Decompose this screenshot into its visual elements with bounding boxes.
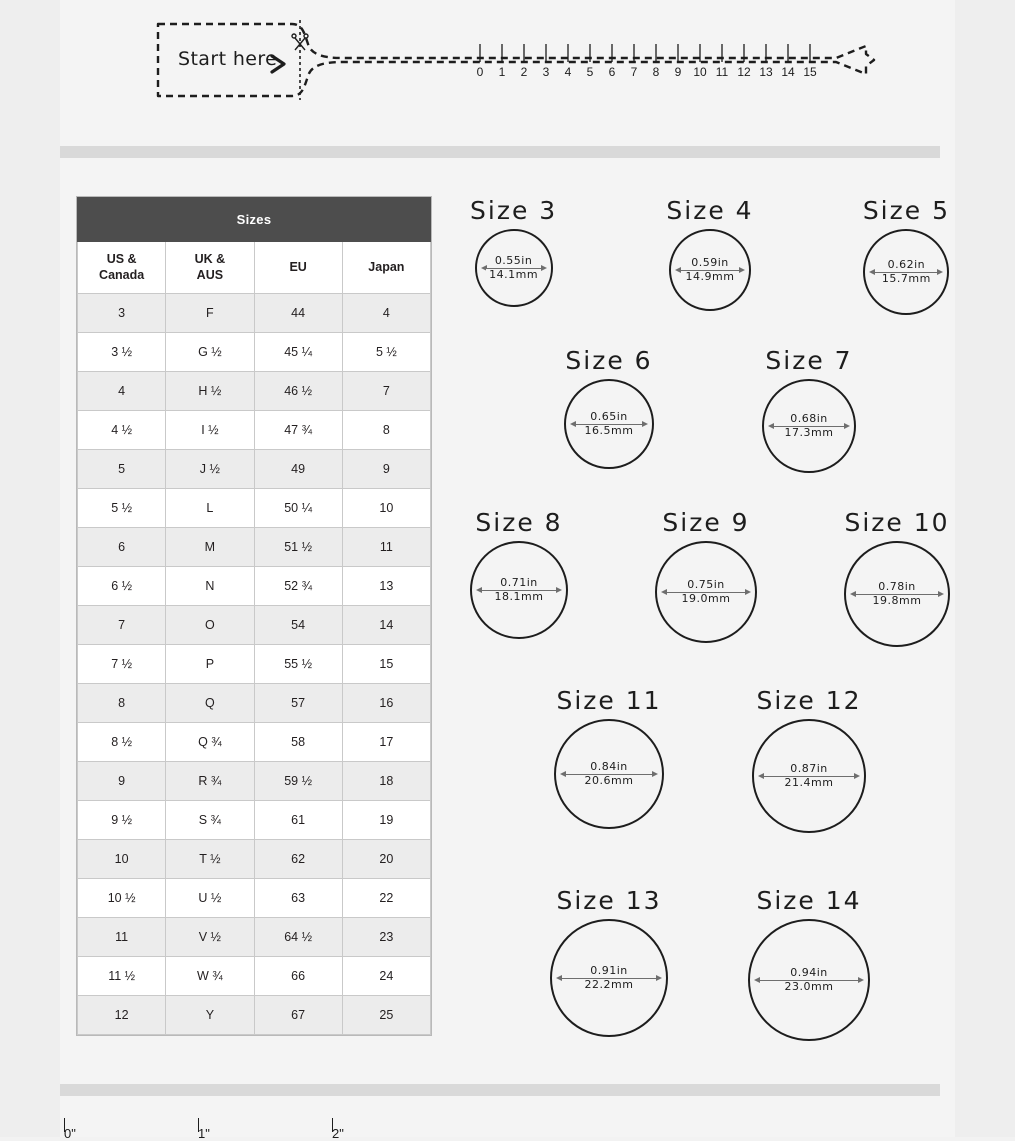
table-cell: 9 ½ <box>78 801 166 840</box>
arrow-left-icon <box>758 773 764 779</box>
table-cell: 46 ½ <box>254 372 342 411</box>
ring-row <box>460 686 960 833</box>
table-cell: 22 <box>342 879 430 918</box>
table-column-header: US & Canada <box>78 242 166 294</box>
table-cell: 59 ½ <box>254 762 342 801</box>
table-cell: 58 <box>254 723 342 762</box>
table-cell: M <box>166 528 254 567</box>
ring-diameter-inches: 0.87in <box>790 762 828 776</box>
table-cell: 18 <box>342 762 430 801</box>
ring-diameter-inches: 0.91in <box>590 964 628 978</box>
table-cell: 67 <box>254 996 342 1035</box>
table-row <box>78 918 431 957</box>
ring-circle <box>470 541 568 639</box>
table-cell: 20 <box>342 840 430 879</box>
table-cell: 66 <box>254 957 342 996</box>
table-row <box>78 762 431 801</box>
ring-size-item <box>666 196 753 315</box>
ring-size-item <box>470 508 568 647</box>
table-cell: W ¾ <box>166 957 254 996</box>
table-cell: 8 ½ <box>78 723 166 762</box>
table-row <box>78 606 431 645</box>
table-cell: P <box>166 645 254 684</box>
table-cell: O <box>166 606 254 645</box>
calibration-ruler <box>60 1118 940 1141</box>
table-column-header: EU <box>254 242 342 294</box>
table-cell: 16 <box>342 684 430 723</box>
table-row <box>78 801 431 840</box>
ring-diameter-inches: 0.75in <box>687 578 725 592</box>
ring-diameter-mm: 23.0mm <box>782 981 837 993</box>
ring-size-label: Size 8 <box>475 508 563 537</box>
table-cell: 11 ½ <box>78 957 166 996</box>
sizer-tick-label: 7 <box>630 65 638 79</box>
ring-diameter-mm: 18.1mm <box>492 591 547 603</box>
arrow-left-icon <box>560 771 566 777</box>
ring-row <box>460 886 960 1041</box>
table-column-header: Japan <box>342 242 430 294</box>
ring-size-item <box>564 346 654 473</box>
table-row <box>78 489 431 528</box>
ring-size-label: Size 6 <box>565 346 653 375</box>
arrow-right-icon <box>938 591 944 597</box>
ring-size-label: Size 11 <box>556 686 662 715</box>
ring-diameter-inches: 0.62in <box>887 258 926 272</box>
arrow-right-icon <box>858 977 864 983</box>
ring-diameter-arrow-row <box>764 427 854 439</box>
ring-size-label: Size 3 <box>470 196 558 225</box>
arrow-right-icon <box>652 771 658 777</box>
table-cell: Q ¾ <box>166 723 254 762</box>
sizer-tick-label: 11 <box>715 65 729 79</box>
table-cell: R ¾ <box>166 762 254 801</box>
ring-diameter-inches: 0.55in <box>494 254 533 268</box>
ring-circle <box>762 379 856 473</box>
table-cell: 3 ½ <box>78 333 166 372</box>
sizer-tick-label: 5 <box>586 65 594 79</box>
ring-diameter-arrow-row <box>472 591 566 603</box>
table-cell: 13 <box>342 567 430 606</box>
ring-size-label: Size 9 <box>662 508 750 537</box>
ring-diameter-inches: 0.68in <box>790 412 828 426</box>
ring-diameter-arrow-row <box>750 981 868 993</box>
table-row <box>78 411 431 450</box>
table-cell: T ½ <box>166 840 254 879</box>
ring-diameter-arrow-row <box>566 425 652 437</box>
ring-diameter-chart <box>460 196 960 1076</box>
ring-size-item <box>470 196 557 315</box>
table-row <box>78 294 431 333</box>
page-left-margin <box>0 0 60 1137</box>
ring-circle <box>550 919 668 1037</box>
table-cell: 7 <box>78 606 166 645</box>
table-cell: 52 ¾ <box>254 567 342 606</box>
ring-diameter-arrow-row <box>657 593 755 605</box>
sizer-tick-label: 10 <box>693 65 707 79</box>
table-cell: 9 <box>78 762 166 801</box>
ring-diameter-mm: 19.8mm <box>870 595 925 607</box>
ring-diameter-inches: 0.78in <box>878 580 916 594</box>
ring-diameter-mm: 15.7mm <box>879 273 934 285</box>
arrow-left-icon <box>850 591 856 597</box>
arrow-right-icon <box>844 423 850 429</box>
table-row <box>78 528 431 567</box>
table-cell: N <box>166 567 254 606</box>
table-row <box>78 996 431 1035</box>
table-cell: 8 <box>78 684 166 723</box>
arrow-right-icon <box>656 975 662 981</box>
table-cell: 64 ½ <box>254 918 342 957</box>
sizer-tick-label: 1 <box>498 65 506 79</box>
ring-size-label: Size 14 <box>756 886 862 915</box>
sizer-tick-label: 3 <box>542 65 550 79</box>
sizer-tick-label: 12 <box>737 65 751 79</box>
table-row <box>78 840 431 879</box>
ring-circle <box>554 719 664 829</box>
table-cell: I ½ <box>166 411 254 450</box>
ring-circle <box>655 541 757 643</box>
table-row <box>78 450 431 489</box>
table-cell: 49 <box>254 450 342 489</box>
table-cell: 24 <box>342 957 430 996</box>
table-cell: 7 <box>342 372 430 411</box>
ring-size-item <box>752 686 866 833</box>
table-body <box>78 294 431 1035</box>
ring-size-item <box>655 508 757 647</box>
table-cell: 10 <box>342 489 430 528</box>
table-row <box>78 333 431 372</box>
ruler-tick-label: 0" <box>64 1126 76 1141</box>
arrow-right-icon <box>556 587 562 593</box>
table-cell: 4 ½ <box>78 411 166 450</box>
ring-diameter-arrow-row <box>865 273 947 285</box>
sizer-tick-label: 13 <box>759 65 773 79</box>
ring-size-item <box>748 886 870 1041</box>
ring-size-item <box>863 196 950 315</box>
ring-size-label: Size 5 <box>862 196 950 225</box>
ring-diameter-inches: 0.59in <box>691 256 729 270</box>
ring-diameter-arrow-row <box>477 269 551 281</box>
ring-circle <box>752 719 866 833</box>
table-cell: S ¾ <box>166 801 254 840</box>
ring-diameter-inches: 0.71in <box>500 576 538 590</box>
ring-size-item <box>550 886 668 1041</box>
table-cell: 50 ¼ <box>254 489 342 528</box>
table-cell: 8 <box>342 411 430 450</box>
size-conversion-table <box>76 196 432 1036</box>
ring-size-label: Size 10 <box>844 508 950 537</box>
table-cell: 4 <box>342 294 430 333</box>
table-column-header: UK & AUS <box>166 242 254 294</box>
ruler-tick-label: 1" <box>198 1126 210 1141</box>
table-row <box>78 879 431 918</box>
ring-circle <box>844 541 950 647</box>
table-cell: Y <box>166 996 254 1035</box>
ring-row <box>460 346 960 473</box>
table-cell: J ½ <box>166 450 254 489</box>
divider-bottom <box>60 1084 940 1096</box>
divider-top <box>60 146 940 158</box>
table-cell: 54 <box>254 606 342 645</box>
table-cell: 5 ½ <box>78 489 166 528</box>
table-cell: 25 <box>342 996 430 1035</box>
ring-size-item <box>762 346 856 473</box>
ring-sizer-strip <box>150 14 880 114</box>
sizer-tick-label: 6 <box>608 65 616 79</box>
table-cell: L <box>166 489 254 528</box>
sizer-tick-label: 8 <box>652 65 660 79</box>
table-cell: F <box>166 294 254 333</box>
table-cell: 19 <box>342 801 430 840</box>
ring-diameter-arrow-row <box>671 271 749 283</box>
arrow-left-icon <box>570 421 576 427</box>
table-cell: 10 <box>78 840 166 879</box>
ring-diameter-mm: 16.5mm <box>582 425 637 437</box>
arrow-right-icon <box>854 773 860 779</box>
table-cell: 11 <box>342 528 430 567</box>
table-cell: 6 ½ <box>78 567 166 606</box>
table-cell: 7 ½ <box>78 645 166 684</box>
table-cell: G ½ <box>166 333 254 372</box>
sizer-ruler-ticks <box>480 44 810 62</box>
arrow-left-icon <box>768 423 774 429</box>
ring-size-label: Size 13 <box>556 886 662 915</box>
arrow-left-icon <box>675 267 681 273</box>
sizer-tick-label: 15 <box>803 65 817 79</box>
arrow-left-icon <box>556 975 562 981</box>
table-cell: V ½ <box>166 918 254 957</box>
arrow-left-icon <box>661 589 667 595</box>
sizer-tick-label: 14 <box>781 65 795 79</box>
arrow-left-icon <box>476 587 482 593</box>
arrow-right-icon <box>937 269 943 275</box>
table-cell: 14 <box>342 606 430 645</box>
table-cell: 17 <box>342 723 430 762</box>
ring-row <box>460 508 960 647</box>
sizer-tick-label: 0 <box>476 65 484 79</box>
table-cell: 47 ¾ <box>254 411 342 450</box>
ring-diameter-mm: 17.3mm <box>782 427 837 439</box>
arrow-right-icon <box>541 265 547 271</box>
ring-diameter-arrow-row <box>846 595 948 607</box>
table-cell: 5 <box>78 450 166 489</box>
table-cell: 10 ½ <box>78 879 166 918</box>
ring-diameter-mm: 20.6mm <box>582 775 637 787</box>
ring-size-item <box>554 686 664 833</box>
table-cell: 6 <box>78 528 166 567</box>
table-row <box>78 684 431 723</box>
ring-diameter-mm: 19.0mm <box>679 593 734 605</box>
arrow-right-icon <box>642 421 648 427</box>
ring-circle <box>669 229 751 311</box>
arrow-right-icon <box>745 589 751 595</box>
ring-diameter-mm: 21.4mm <box>782 777 837 789</box>
ring-diameter-inches: 0.65in <box>590 410 628 424</box>
ring-size-item <box>844 508 950 647</box>
table-row <box>78 372 431 411</box>
ring-diameter-mm: 22.2mm <box>582 979 637 991</box>
table-row <box>78 645 431 684</box>
ring-diameter-mm: 14.9mm <box>683 271 738 283</box>
ring-diameter-arrow-row <box>552 979 666 991</box>
table-cell: 23 <box>342 918 430 957</box>
table-cell: 12 <box>78 996 166 1035</box>
table-title: Sizes <box>78 198 431 242</box>
arrow-left-icon <box>869 269 875 275</box>
table-cell: 45 ¼ <box>254 333 342 372</box>
ring-circle <box>475 229 553 307</box>
table-cell: U ½ <box>166 879 254 918</box>
table-cell: Q <box>166 684 254 723</box>
ring-diameter-mm: 14.1mm <box>486 269 541 281</box>
arrow-right-icon <box>739 267 745 273</box>
table-cell: 55 ½ <box>254 645 342 684</box>
scissors-icon <box>292 34 308 50</box>
table-cell: 62 <box>254 840 342 879</box>
table-cell: 9 <box>342 450 430 489</box>
ruler-tick-label: 2" <box>332 1126 344 1141</box>
ring-diameter-inches: 0.84in <box>590 760 628 774</box>
ring-row <box>460 196 960 315</box>
table-header-row <box>78 242 431 294</box>
table-cell: 3 <box>78 294 166 333</box>
sizer-tick-label: 4 <box>564 65 572 79</box>
ring-size-label: Size 7 <box>765 346 853 375</box>
sizer-tick-label: 9 <box>674 65 682 79</box>
ring-circle <box>564 379 654 469</box>
table-cell: 15 <box>342 645 430 684</box>
arrow-left-icon <box>754 977 760 983</box>
sizer-tick-label: 2 <box>520 65 528 79</box>
table-cell: 57 <box>254 684 342 723</box>
table-cell: 11 <box>78 918 166 957</box>
table-cell: 51 ½ <box>254 528 342 567</box>
ring-diameter-arrow-row <box>556 775 662 787</box>
table-row <box>78 567 431 606</box>
ring-circle <box>863 229 949 315</box>
table-cell: 5 ½ <box>342 333 430 372</box>
table-cell: 63 <box>254 879 342 918</box>
ring-circle <box>748 919 870 1041</box>
ring-diameter-inches: 0.94in <box>790 966 828 980</box>
start-here-label: Start here <box>178 48 278 70</box>
ring-diameter-arrow-row <box>754 777 864 789</box>
table-row <box>78 957 431 996</box>
table-row <box>78 723 431 762</box>
table-cell: H ½ <box>166 372 254 411</box>
table-cell: 44 <box>254 294 342 333</box>
table-cell: 61 <box>254 801 342 840</box>
page-right-margin <box>955 0 1015 1137</box>
ring-size-label: Size 4 <box>666 196 754 225</box>
ring-size-label: Size 12 <box>756 686 862 715</box>
table-cell: 4 <box>78 372 166 411</box>
